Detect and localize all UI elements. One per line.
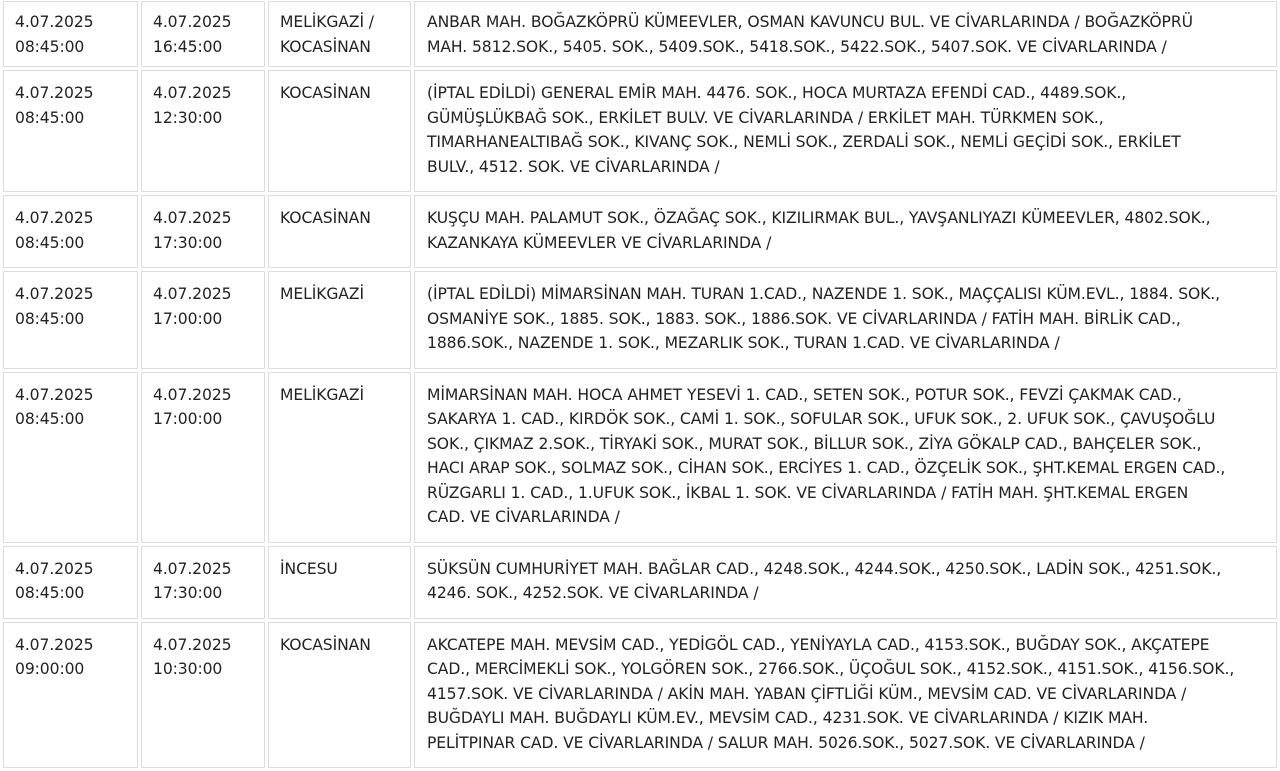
start-time: 08:45:00 [15, 37, 85, 56]
start-datetime-cell [3, 195, 138, 268]
affected-area-line: KUŞÇU MAH. PALAMUT SOK., ÖZAĞAÇ SOK., KIZILIRMAK BUL., YAVŞANLIYAZI KÜMEEVLER, 4802.SOK., [427, 209, 1211, 227]
affected-area-line: MAH. 5812.SOK., 5405. SOK., 5409.SOK., 5418.SOK., 5422.SOK., 5407.SOK. VE CİVARLARINDA / [427, 37, 1167, 56]
district-name: KOCASİNAN [280, 209, 371, 227]
end-date: 4.07.2025 [153, 13, 232, 31]
affected-area-line: CAD. VE CİVARLARINDA / [427, 508, 620, 526]
affected-area-line: BUĞDAYLI MAH. BUĞDAYLI KÜM.EV., MEVSİM CAD., 4231.SOK. VE CİVARLARINDA / KIZIK MAH. [427, 709, 1149, 727]
end-date: 4.07.2025 [153, 559, 232, 578]
affected-area-line: SÜKSÜN CUMHURİYET MAH. BAĞLAR CAD., 4248.SOK., 4244.SOK., 4250.SOK., LADİN SOK., 4251.SOK., [427, 559, 1222, 578]
start-datetime-cell [3, 372, 138, 543]
district-name: MELİKGAZİ / [280, 13, 374, 31]
start-datetime-cell [3, 622, 138, 769]
start-date: 4.07.2025 [15, 635, 94, 654]
district-name: KOCASİNAN [280, 84, 371, 102]
affected-area-line: HACI ARAP SOK., SOLMAZ SOK., CİHAN SOK., ERCİYES 1. CAD., ÖZÇELİK SOK., ŞHT.KEMAL ERGEN CAD., [427, 459, 1226, 477]
end-time: 16:45:00 [153, 37, 223, 56]
outage-row [3, 372, 1277, 543]
start-time: 08:45:00 [15, 108, 85, 127]
affected-area-line: (İPTAL EDİLDİ) GENERAL EMİR MAH. 4476. SOK., HOCA MURTAZA EFENDİ CAD., 4489.SOK., [427, 84, 1127, 102]
end-date: 4.07.2025 [153, 84, 232, 102]
start-date: 4.07.2025 [15, 559, 94, 578]
district-name: MELİKGAZİ [280, 385, 364, 404]
outage-row [3, 1, 1277, 67]
affected-area-cell [414, 195, 1277, 268]
affected-area-line: BULV., 4512. SOK. VE CİVARLARINDA / [427, 157, 720, 176]
outage-table-body [3, 1, 1277, 768]
affected-area-line: MİMARSİNAN MAH. HOCA AHMET YESEVİ 1. CAD., SETEN SOK., POTUR SOK., FEVZİ ÇAKMAK CAD., [427, 385, 1182, 404]
end-time: 17:00:00 [153, 410, 223, 428]
affected-area-line: 1886.SOK., NAZENDE 1. SOK., MEZARLIK SOK., TURAN 1.CAD. VE CİVARLARINDA / [427, 334, 1060, 352]
district-name: MELİKGAZİ [280, 285, 364, 303]
end-date: 4.07.2025 [153, 385, 232, 404]
outage-row [3, 195, 1277, 268]
end-datetime-cell [141, 271, 265, 369]
end-date: 4.07.2025 [153, 635, 232, 654]
start-date: 4.07.2025 [15, 285, 94, 303]
district-name: İNCESU [280, 559, 338, 578]
affected-area-line: 4246. SOK., 4252.SOK. VE CİVARLARINDA / [427, 584, 759, 602]
district-cell [268, 271, 411, 369]
affected-area-line: GÜMÜŞLÜKBAĞ SOK., ERKİLET BULV. VE CİVARLARINDA / ERKİLET MAH. TÜRKMEN SOK., [427, 108, 1104, 127]
affected-area-line: OSMANİYE SOK., 1885. SOK., 1883. SOK., 1886.SOK. VE CİVARLARINDA / FATİH MAH. BİRLİK CAD., [427, 309, 1181, 328]
district-cell [268, 1, 411, 67]
affected-area-line: AKCATEPE MAH. MEVSİM CAD., YEDİGÖL CAD., YENİYAYLA CAD., 4153.SOK., BUĞDAY SOK., AKÇATEPE [427, 635, 1210, 654]
affected-area-line: SAKARYA 1. CAD., KIRDÖK SOK., CAMİ 1. SOK., SOFULAR SOK., UFUK SOK., 2. UFUK SOK., ÇAVUŞOĞLU [427, 410, 1216, 428]
affected-area-line: ANBAR MAH. BOĞAZKÖPRÜ KÜMEEVLER, OSMAN KAVUNCU BUL. VE CİVARLARINDA / BOĞAZKÖPRÜ [427, 13, 1193, 31]
affected-area-line: PELİTPINAR CAD. VE CİVARLARINDA / SALUR MAH. 5026.SOK., 5027.SOK. VE CİVARLARINDA / [427, 733, 1145, 752]
affected-area-cell [414, 271, 1277, 369]
affected-area-line: TIMARHANEALTIBAĞ SOK., KIVANÇ SOK., NEMLİ SOK., ZERDALİ SOK., NEMLİ GEÇİDİ SOK., ERKİLET [427, 133, 1181, 151]
end-time: 12:30:00 [153, 108, 223, 127]
end-datetime-cell [141, 195, 265, 268]
end-time: 17:30:00 [153, 584, 223, 602]
outage-row [3, 546, 1277, 619]
district-name: KOCASİNAN [280, 37, 371, 56]
end-datetime-cell [141, 546, 265, 619]
affected-area-cell [414, 70, 1277, 192]
start-date: 4.07.2025 [15, 385, 94, 404]
affected-area-cell [414, 372, 1277, 543]
start-date: 4.07.2025 [15, 209, 94, 227]
start-time: 08:45:00 [15, 309, 85, 328]
start-time: 08:45:00 [15, 410, 85, 428]
start-datetime-cell [3, 271, 138, 369]
affected-area-line: (İPTAL EDİLDİ) MİMARSİNAN MAH. TURAN 1.CAD., NAZENDE 1. SOK., MAÇÇALISI KÜM.EVL., 1884. SOK., [427, 285, 1221, 303]
outage-row [3, 70, 1277, 192]
district-cell [268, 546, 411, 619]
affected-area-line: RÜZGARLI 1. CAD., 1.UFUK SOK., İKBAL 1. SOK. VE CİVARLARINDA / FATİH MAH. ŞHT.KEMAL ERGEN [427, 483, 1189, 502]
start-time: 08:45:00 [15, 233, 85, 252]
outage-row [3, 622, 1277, 769]
end-date: 4.07.2025 [153, 285, 232, 303]
outage-row [3, 271, 1277, 369]
end-time: 10:30:00 [153, 660, 223, 678]
end-date: 4.07.2025 [153, 209, 232, 227]
end-datetime-cell [141, 622, 265, 769]
start-date: 4.07.2025 [15, 84, 94, 102]
end-datetime-cell [141, 372, 265, 543]
end-datetime-cell [141, 1, 265, 67]
affected-area-cell [414, 1, 1277, 67]
start-datetime-cell [3, 70, 138, 192]
end-datetime-cell [141, 70, 265, 192]
district-cell [268, 195, 411, 268]
district-cell [268, 70, 411, 192]
affected-area-line: CAD., MERCİMEKLİ SOK., YOLGÖREN SOK., 2766.SOK., ÜÇOĞUL SOK., 4152.SOK., 4151.SOK., 4156.SOK., [427, 660, 1235, 678]
start-time: 08:45:00 [15, 584, 85, 602]
start-time: 09:00:00 [15, 660, 85, 678]
start-datetime-cell [3, 1, 138, 67]
district-cell [268, 622, 411, 769]
affected-area-line: 4157.SOK. VE CİVARLARINDA / AKİN MAH. YABAN ÇİFTLİĞİ KÜM., MEVSİM CAD. VE CİVARLARINDA / [427, 684, 1187, 703]
district-name: KOCASİNAN [280, 635, 371, 654]
start-datetime-cell [3, 546, 138, 619]
end-time: 17:30:00 [153, 233, 223, 252]
affected-area-cell [414, 546, 1277, 619]
affected-area-cell [414, 622, 1277, 769]
district-cell [268, 372, 411, 543]
affected-area-line: KAZANKAYA KÜMEEVLER VE CİVARLARINDA / [427, 233, 772, 252]
affected-area-line: SOK., ÇIKMAZ 2.SOK., TİRYAKİ SOK., MURAT SOK., BİLLUR SOK., ZİYA GÖKALP CAD., BAHÇELER SOK., [427, 434, 1202, 453]
end-time: 17:00:00 [153, 309, 223, 328]
start-date: 4.07.2025 [15, 13, 94, 31]
